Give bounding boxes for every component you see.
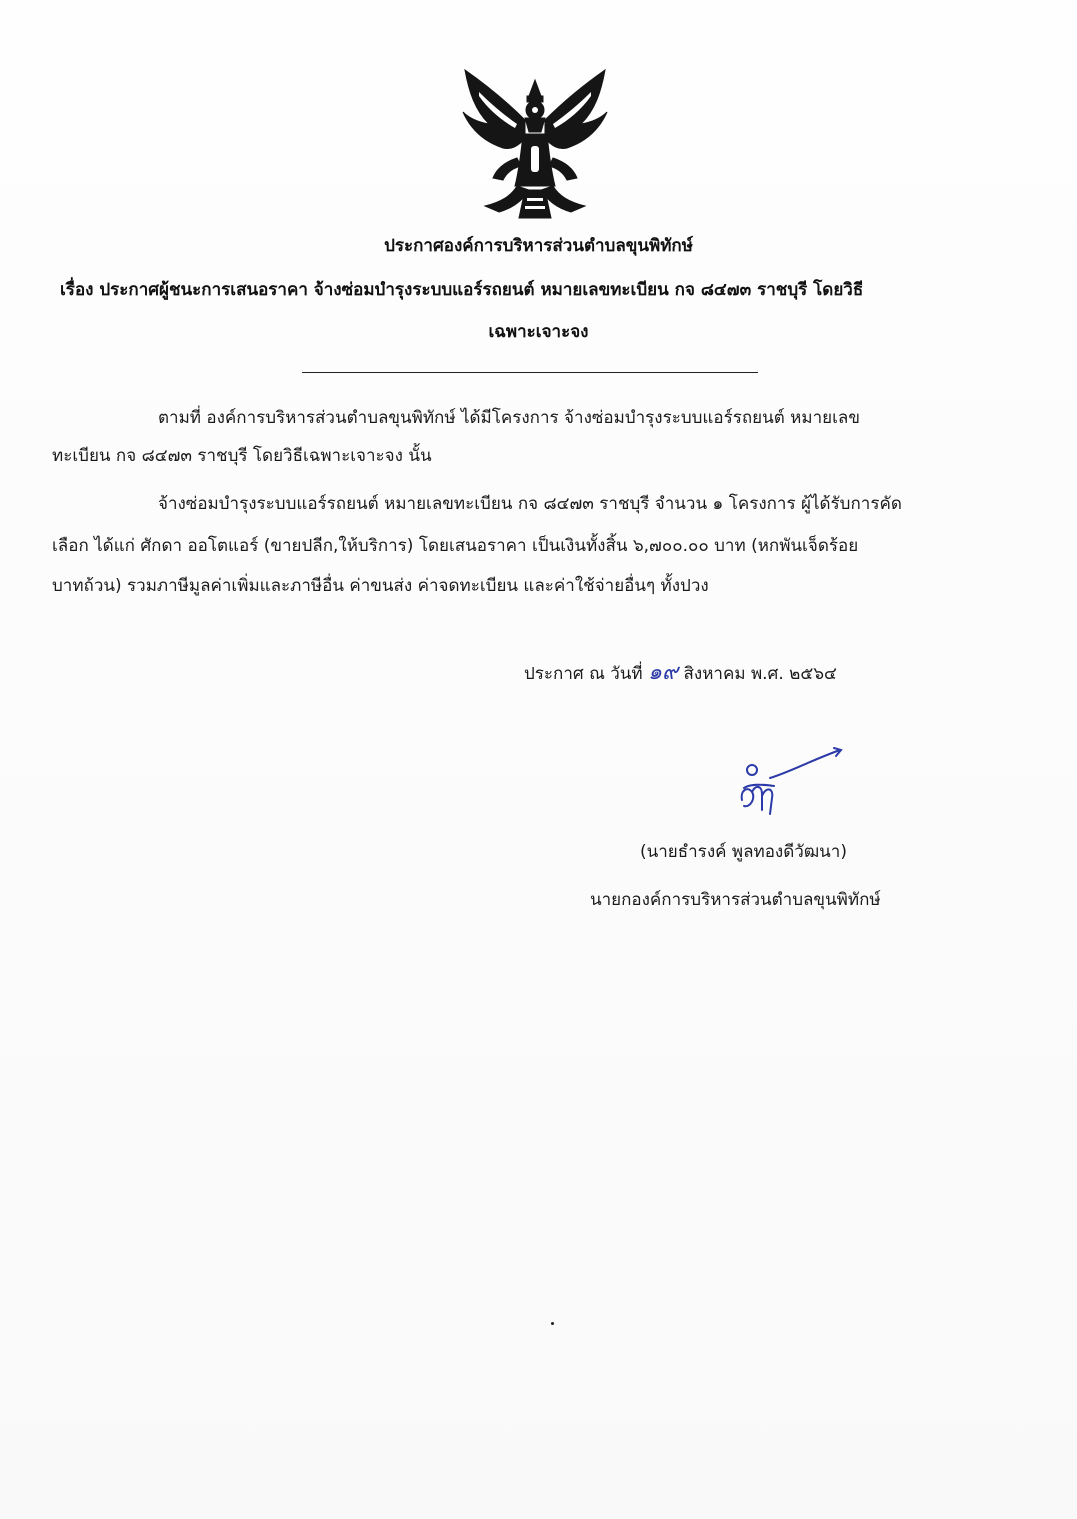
garuda-emblem-icon <box>455 62 615 222</box>
announcement-title: ประกาศองค์การบริหารส่วนตำบลขุนพิทักษ์ <box>384 236 693 256</box>
paragraph-2-line-3: บาทถ้วน) รวมภาษีมูลค่าเพิ่มและภาษีอื่น ค่าขนส่ง ค่าจดทะเบียน และค่าใช้จ่ายอื่นๆ ทั้งปวง <box>52 576 709 596</box>
date-day-handwritten: ๑๙ <box>648 660 679 685</box>
date-month-year: สิงหาคม พ.ศ. ๒๕๖๔ <box>683 664 837 684</box>
subject-line-2: เฉพาะเจาะจง <box>488 322 589 342</box>
paragraph-2-line-1: จ้างซ่อมบำรุงระบบแอร์รถยนต์ หมายเลขทะเบียน กจ ๘๔๗๓ ราชบุรี จำนวน ๑ โครงการ ผู้ได้รับการคัด <box>158 494 902 514</box>
signatory-position: นายกองค์การบริหารส่วนตำบลขุนพิทักษ์ <box>590 890 881 910</box>
subject-line-1: เรื่อง ประกาศผู้ชนะการเสนอราคา จ้างซ่อมบำรุงระบบแอร์รถยนต์ หมายเลขทะเบียน กจ ๘๔๗๓ ราชบุรี โดยวิธี <box>60 280 864 300</box>
date-prefix: ประกาศ ณ วันที่ <box>524 664 643 684</box>
paragraph-1-line-1: ตามที่ องค์การบริหารส่วนตำบลขุนพิทักษ์ ได้มีโครงการ จ้างซ่อมบำรุงระบบแอร์รถยนต์ หมายเลข <box>158 408 860 428</box>
handwritten-signature <box>730 740 860 830</box>
paragraph-1-line-2: ทะเบียน กจ ๘๔๗๓ ราชบุรี โดยวิธีเฉพาะเจาะจง นั้น <box>52 446 432 466</box>
announcement-date <box>524 654 837 689</box>
stray-mark <box>551 1322 554 1325</box>
paragraph-2-line-2: เลือก ได้แก่ ศักดา ออโตแอร์ (ขายปลีก,ให้บริการ) โดยเสนอราคา เป็นเงินทั้งสิ้น ๖,๗๐๐.๐๐ บาท (หกพันเจ็ดร้อย <box>52 536 859 556</box>
signatory-name: (นายธำรงค์ พูลทองดีวัฒนา) <box>640 842 847 862</box>
divider-rule <box>302 372 758 373</box>
